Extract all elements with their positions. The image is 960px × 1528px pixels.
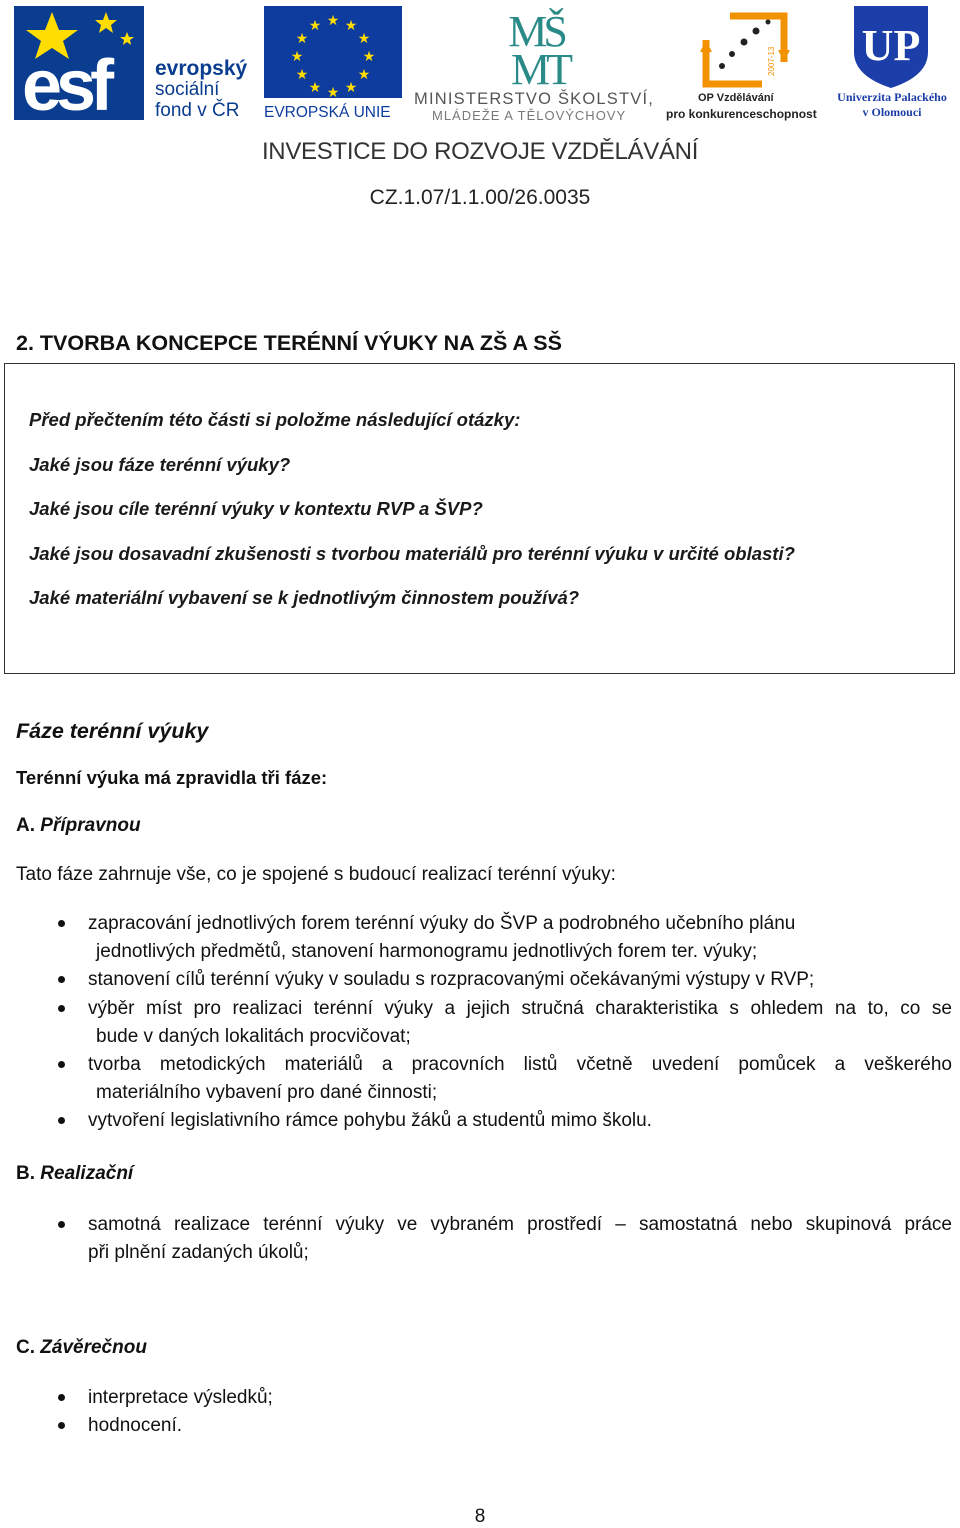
up-logo	[826, 4, 958, 122]
bullet-icon	[58, 1061, 65, 1068]
phase-c-heading	[16, 1337, 147, 1359]
phase-a-item-5-line-1: vytvoření legislativního rámce pohybu žáků a studentů mimo školu.	[88, 1110, 652, 1131]
phase-b-name: Realizační	[40, 1163, 134, 1184]
phase-b-heading	[16, 1163, 133, 1185]
msmt-line-1: MINISTERSTVO ŠKOLSTVÍ,	[414, 90, 655, 108]
up-line-2: v Olomouci	[862, 105, 922, 119]
section-title: 2. TVORBA KONCEPCE TERÉNNÍ VÝUKY NA ZŠ A SŠ	[16, 331, 562, 355]
svg-text:★: ★	[295, 66, 309, 82]
eu-flag	[264, 6, 402, 98]
svg-text:★: ★	[308, 17, 322, 33]
msmt-mark-icon	[476, 4, 596, 88]
phase-c-item-2: hodnocení.	[88, 1415, 183, 1436]
eu-caption: EVROPSKÁ UNIE	[264, 104, 391, 121]
op-arrow-icon	[700, 6, 792, 90]
svg-text:★: ★	[344, 79, 358, 95]
questions-box	[4, 363, 955, 674]
svg-text:★: ★	[326, 12, 340, 28]
question-1: Jaké jsou fáze terénní výuky?	[29, 454, 291, 475]
op-line-2: pro konkurenceschopnost	[666, 107, 817, 121]
phase-a-item-4-line-2: materiálního vybavení pro dané činnosti;	[96, 1082, 438, 1103]
phase-a-name: Přípravnou	[40, 815, 141, 836]
op-logo	[664, 6, 822, 122]
phase-a-item-3-line-1: výběr míst pro realizaci terénní výuky a jejich stručná charakteristika s ohledem na to, co se	[88, 998, 952, 1019]
phase-a-item-2-line-1: stanovení cílů terénní výuky v souladu s rozpracovanými očekávanými výstupy v RVP;	[88, 969, 815, 990]
bullet-icon	[58, 1005, 65, 1012]
bullet-icon	[58, 1394, 65, 1401]
msmt-line-2: MLÁDEŽE A TĚLOVÝCHOVY	[432, 108, 627, 123]
esf-line-1: evropský	[155, 57, 248, 80]
phase-b-item-1-line-1: samotná realizace terénní výuky ve vybraném prostředí – samostatná nebo skupinová práce	[88, 1214, 952, 1235]
bullet-icon	[58, 976, 65, 983]
esf-caption	[155, 58, 247, 121]
bullet-icon	[58, 1422, 65, 1429]
msmt-logo	[414, 4, 660, 124]
phase-a-heading	[16, 815, 141, 837]
investice-tagline: INVESTICE DO ROZVOJE VZDĚLÁVÁNÍ	[261, 138, 699, 165]
svg-text:★: ★	[290, 48, 304, 64]
svg-text:★: ★	[308, 79, 322, 95]
svg-text:★: ★	[357, 30, 371, 46]
phase-b-letter: B.	[16, 1163, 35, 1184]
esf-emblem	[14, 6, 144, 126]
questions-intro: Před přečtením této části si položme následující otázky:	[29, 409, 521, 430]
question-2: Jaké jsou cíle terénní výuky v kontextu RVP a ŠVP?	[29, 498, 483, 519]
svg-text:MŠ: MŠ	[508, 7, 564, 56]
phases-subheading: Terénní výuka má zpravidla tři fáze:	[16, 767, 328, 788]
eu-stars-icon	[264, 6, 402, 98]
question-3: Jaké jsou dosavadní zkušenosti s tvorbou materiálů pro terénní výuku v určité oblasti?	[29, 543, 795, 564]
phase-c-letter: C.	[16, 1337, 35, 1358]
svg-text:★: ★	[295, 30, 309, 46]
esf-letters: esf	[22, 46, 109, 126]
svg-text:★: ★	[326, 84, 340, 98]
esf-line-2: sociální	[155, 79, 220, 100]
bullet-icon	[58, 920, 65, 927]
question-4: Jaké materiální vybavení se k jednotlivým činnostem používá?	[29, 587, 580, 608]
project-code: CZ.1.07/1.1.00/26.0035	[369, 186, 591, 209]
phase-a-description: Tato fáze zahrnuje vše, co je spojené s budoucí realizací terénní výuky:	[16, 864, 616, 885]
bullet-icon	[58, 1117, 65, 1124]
phase-a-item-3-line-2: bude v daných lokalitách procvičovat;	[96, 1026, 411, 1047]
phase-c-item-1: interpretace výsledků;	[88, 1387, 273, 1408]
esf-line-3: fond v ČR	[155, 100, 240, 121]
svg-text:★: ★	[362, 48, 376, 64]
bullet-icon	[58, 1221, 65, 1228]
svg-text:UP: UP	[861, 21, 921, 70]
svg-text:★: ★	[357, 66, 371, 82]
phase-b-item-1-line-2: při plnění zadaných úkolů;	[88, 1242, 309, 1263]
svg-text:MT: MT	[511, 45, 569, 88]
phase-c-name: Závěrečnou	[40, 1337, 147, 1358]
phase-a-item-1-line-2: jednotlivých předmětů, stanovení harmonogramu jednotlivých forem ter. výuky;	[96, 941, 758, 962]
esf-logo	[14, 6, 252, 126]
page-number: 8	[474, 1506, 486, 1527]
phase-a-letter: A.	[16, 815, 35, 836]
phases-heading: Fáze terénní výuky	[16, 719, 209, 743]
op-line-1: OP Vzdělávání	[698, 92, 774, 104]
phase-a-item-4-line-1: tvorba metodických materiálů a pracovních listů včetně uvedení pomůcek a veškerého	[88, 1054, 952, 1075]
up-line-1: Univerzita Palackého	[837, 90, 947, 104]
eu-logo	[264, 6, 404, 122]
svg-text:★: ★	[344, 17, 358, 33]
svg-text:2007-13: 2007-13	[767, 46, 776, 76]
phase-a-item-1-line-1: zapracování jednotlivých forem terénní výuky do ŠVP a podrobného učebního plánu	[88, 913, 796, 934]
university-shield-icon	[850, 4, 932, 90]
